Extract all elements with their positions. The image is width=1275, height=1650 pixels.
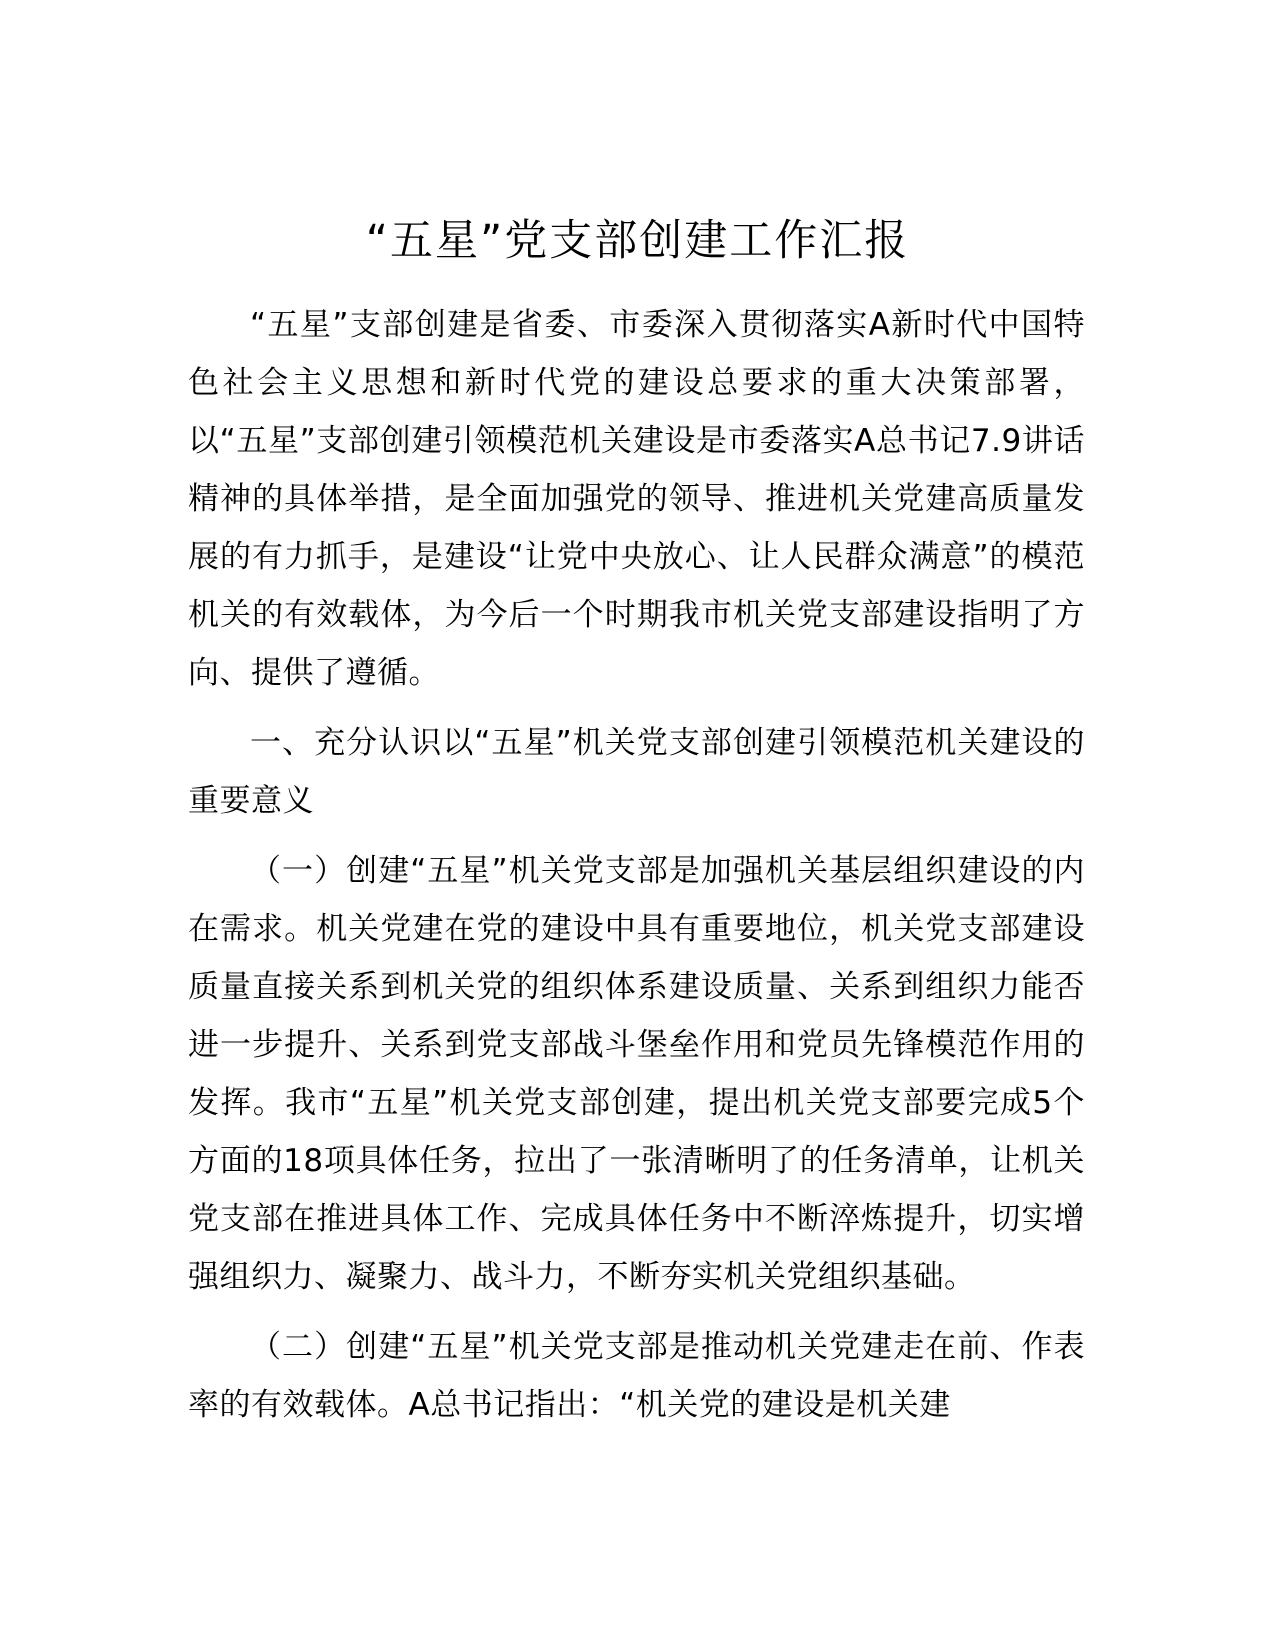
document-body bbox=[188, 296, 1085, 1434]
document-title: “五星”党支部创建工作汇报 bbox=[365, 216, 910, 266]
subsection-paragraph-1: （一）创建“五星”机关党支部是加强机关基层组织建设的内在需求。机关党建在党的建设中具有重要地位，机关党支部建设质量直接关系到机关党的组织体系建设质量、关系到组织力能否进一步提升、关系到党支部战斗堡垒作用和党员先锋模范作用的发挥。我市“五星”机关党支部创建，提出机关党支部要完成5个方面的18项具体任务，拉出了一张清晰明了的任务清单，让机关党支部在推进具体工作、完成具体任务中不断淬炼提升，切实增强组织力、凝聚力、战斗力，不断夯实机关党组织基础。 bbox=[188, 853, 1085, 1295]
intro-paragraph: “五星”支部创建是省委、市委深入贯彻落实A新时代中国特色社会主义思想和新时代党的建设总要求的重大决策部署，以“五星”支部创建引领模范机关建设是市委落实A总书记7.9讲话精神的具体举措，是全面加强党的领导、推进机关党建高质量发展的有力抓手，是建设“让党中央放心、让人民群众满意”的模范机关的有效载体，为今后一个时期我市机关党支部建设指明了方向、提供了遵循。 bbox=[188, 307, 1085, 691]
subsection-paragraph-2: （二）创建“五星”机关党支部是推动机关党建走在前、作表率的有效载体。A总书记指出：“机关党的建设是机关建 bbox=[188, 1329, 1085, 1423]
section-heading-1: 一、充分认识以“五星”机关党支部创建引领模范机关建设的重要意义 bbox=[188, 725, 1085, 819]
